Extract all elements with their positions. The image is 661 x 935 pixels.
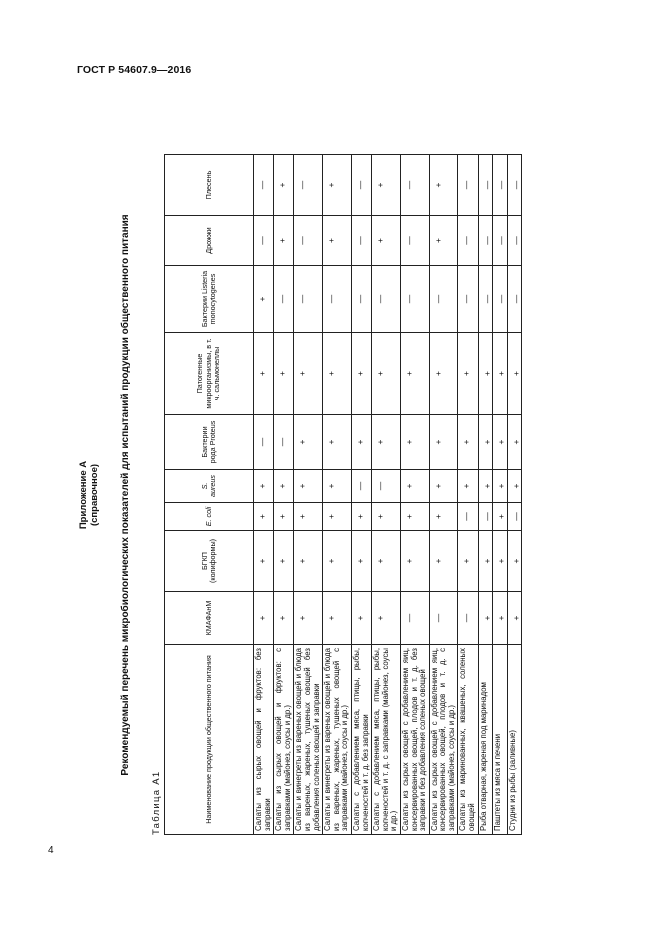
indicator-cell: + [274, 470, 294, 503]
indicator-cell: + [507, 470, 522, 503]
indicator-cell: + [429, 470, 458, 503]
indicator-cell: + [323, 155, 352, 216]
indicator-cell: + [254, 531, 274, 592]
indicator-cell: + [493, 415, 508, 470]
col-yeast: Дрожжи [165, 216, 254, 266]
indicator-cell: — [478, 155, 493, 216]
indicator-cell: — [493, 266, 508, 333]
indicator-cell: + [274, 333, 294, 415]
indicator-cell: + [493, 503, 508, 531]
indicator-cell: — [400, 216, 429, 266]
indicator-cell: + [429, 415, 458, 470]
indicator-cell: + [351, 415, 371, 470]
indicator-cell: — [274, 266, 294, 333]
indicator-cell: + [254, 503, 274, 531]
indicator-cell: — [507, 155, 522, 216]
indicator-cell: + [458, 415, 478, 470]
indicator-cell: + [429, 503, 458, 531]
indicator-cell: + [274, 531, 294, 592]
col-s-aureus-label: S. aureus [199, 475, 217, 497]
indicator-cell: + [458, 333, 478, 415]
indicator-cell: + [351, 503, 371, 531]
indicator-cell: — [458, 592, 478, 645]
indicator-cell: + [372, 592, 401, 645]
indicator-cell: — [458, 155, 478, 216]
indicator-cell: + [507, 592, 522, 645]
indicator-cell: + [254, 470, 274, 503]
indicator-cell: + [294, 592, 323, 645]
indicator-cell: + [274, 592, 294, 645]
rotated-content [78, 155, 519, 835]
table-row [507, 155, 522, 835]
indicator-cell: — [429, 266, 458, 333]
indicator-cell: — [351, 266, 371, 333]
indicator-cell: + [294, 503, 323, 531]
indicator-cell: + [507, 415, 522, 470]
product-name-cell: Салаты и винегреты из вареных овощей и блюда из вареных, жареных, тушеных овощей без добавления соленых овощей и заправки [294, 645, 323, 835]
col-bgkp: БГКП (колиформы) [165, 531, 254, 592]
table-row [400, 155, 429, 835]
col-e-coli-label: E. coli [203, 506, 213, 527]
col-product-name: Наименование продукции общественного питания [165, 645, 254, 835]
indicator-cell: — [274, 415, 294, 470]
product-name-cell: Салаты из маринованных, квашеных, соленых овощей [458, 645, 478, 835]
indicator-cell: + [254, 333, 274, 415]
indicator-cell: — [323, 266, 352, 333]
indicator-cell: + [429, 333, 458, 415]
indicator-cell: + [507, 531, 522, 592]
indicator-cell: + [294, 531, 323, 592]
indicator-cell: + [323, 216, 352, 266]
table-row [372, 155, 401, 835]
indicator-cell: + [493, 333, 508, 415]
table-label: Таблица А1 [151, 770, 162, 835]
indicator-cell: — [478, 503, 493, 531]
indicator-cell: — [400, 266, 429, 333]
header-row [165, 155, 254, 835]
page-number: 4 [48, 845, 54, 856]
col-mold: Плесень [165, 155, 254, 216]
indicator-cell: + [429, 216, 458, 266]
standard-code: ГОСТ Р 54607.9—2016 [77, 64, 192, 76]
indicator-cell: + [274, 155, 294, 216]
indicator-cell: + [323, 503, 352, 531]
indicator-cell: + [254, 592, 274, 645]
indicator-cell: — [458, 503, 478, 531]
indicator-cell: + [478, 531, 493, 592]
table-row [274, 155, 294, 835]
col-proteus: Бактерии рода Proteus [165, 415, 254, 470]
indicator-cell: + [372, 531, 401, 592]
col-kmafanm: КМАФАнМ [165, 592, 254, 645]
indicator-cell: — [351, 470, 371, 503]
indicator-cell: + [400, 503, 429, 531]
indicator-cell: + [400, 333, 429, 415]
indicator-cell: — [493, 216, 508, 266]
indicator-cell: + [351, 333, 371, 415]
indicator-cell: — [400, 592, 429, 645]
microbiology-table [164, 154, 522, 835]
indicator-cell: + [351, 531, 371, 592]
indicator-cell: + [372, 155, 401, 216]
indicator-cell: + [400, 470, 429, 503]
col-e-coli [165, 503, 254, 531]
indicator-cell: + [323, 333, 352, 415]
product-name-cell: Рыба отварная, жареная под маринадом [478, 645, 493, 835]
indicator-cell: — [507, 503, 522, 531]
indicator-cell: + [507, 333, 522, 415]
indicator-cell: + [294, 470, 323, 503]
indicator-cell: + [429, 531, 458, 592]
indicator-cell: — [458, 216, 478, 266]
indicator-cell: + [400, 531, 429, 592]
table-row [429, 155, 458, 835]
appendix-subtitle: (справочное) [89, 463, 100, 527]
indicator-cell: + [254, 266, 274, 333]
indicator-cell: — [478, 216, 493, 266]
product-name-cell: Салаты из сырых овощей с добавлением яиц, консервированных овощей, плодов и т. д. с заправками (майонез, соусы и др.) [429, 645, 458, 835]
indicator-cell: + [274, 216, 294, 266]
indicator-cell: + [493, 470, 508, 503]
indicator-cell: — [254, 216, 274, 266]
indicator-cell: — [351, 216, 371, 266]
indicator-cell: — [458, 266, 478, 333]
indicator-cell: + [372, 503, 401, 531]
indicator-cell: — [507, 216, 522, 266]
indicator-cell: + [294, 415, 323, 470]
indicator-cell: + [323, 415, 352, 470]
indicator-cell: — [294, 216, 323, 266]
indicator-cell: — [478, 266, 493, 333]
product-name-cell: Салаты и винегреты из вареных овощей и блюда из вареных, жареных, тушеных овощей с заправками (майонез, соусы и др.) [323, 645, 352, 835]
col-pathogens: Патогенные микроорганизмы, в т. ч. сальмонеллы [165, 333, 254, 415]
indicator-cell: + [493, 592, 508, 645]
product-name-cell: Паштеты из мяса и печени [493, 645, 508, 835]
indicator-cell: + [478, 592, 493, 645]
indicator-cell: — [493, 155, 508, 216]
table-title: Рекомендуемый перечень микробиологических показателей для испытаний продукции общественного питания [120, 214, 131, 776]
table-row [493, 155, 508, 835]
indicator-cell: + [372, 216, 401, 266]
indicator-cell: — [254, 155, 274, 216]
indicator-cell: + [478, 470, 493, 503]
indicator-cell: + [351, 592, 371, 645]
product-name-cell: Салаты с добавлением мяса, птицы, рыбы, копченостей и т. д. без заправки [351, 645, 371, 835]
indicator-cell: + [323, 531, 352, 592]
indicator-cell: + [400, 415, 429, 470]
indicator-cell: + [323, 470, 352, 503]
indicator-cell: + [493, 531, 508, 592]
table-row [351, 155, 371, 835]
product-name-cell: Салаты из сырых овощей с добавлением яиц, консервированных овощей, плодов и т. д. без заправки и без добавления соленых овощей [400, 645, 429, 835]
product-name-cell: Салаты с добавлением мяса, птицы, рыбы, копченостей и т. д. с заправками (майонез, соусы и др.) [372, 645, 401, 835]
col-listeria: Бактерии Listeria monocytogenes [165, 266, 254, 333]
indicator-cell: — [294, 155, 323, 216]
product-name-cell: Салаты из сырых овощей и фруктов: без заправки [254, 645, 274, 835]
indicator-cell: — [372, 266, 401, 333]
col-s-aureus [165, 470, 254, 503]
indicator-cell: + [478, 333, 493, 415]
table-row [294, 155, 323, 835]
indicator-cell: — [294, 266, 323, 333]
indicator-cell: — [351, 155, 371, 216]
indicator-cell: + [458, 470, 478, 503]
indicator-cell: — [400, 155, 429, 216]
appendix-heading [78, 155, 100, 835]
indicator-cell: — [372, 470, 401, 503]
indicator-cell: + [478, 415, 493, 470]
table-body [254, 155, 522, 835]
product-name-cell: Студни из рыбы (заливные) [507, 645, 522, 835]
indicator-cell: + [372, 333, 401, 415]
indicator-cell: + [274, 503, 294, 531]
indicator-cell: — [507, 266, 522, 333]
appendix-title: Приложение А [78, 460, 89, 530]
indicator-cell: — [429, 592, 458, 645]
indicator-cell: + [458, 531, 478, 592]
product-name-cell: Салаты из сырых овощей и фруктов: с заправками (майонез, соусы и др.) [274, 645, 294, 835]
indicator-cell: + [429, 155, 458, 216]
indicator-cell: + [294, 333, 323, 415]
indicator-cell: + [323, 592, 352, 645]
indicator-cell: — [254, 415, 274, 470]
table-row [478, 155, 493, 835]
indicator-cell: + [372, 415, 401, 470]
table-row [458, 155, 478, 835]
table-row [254, 155, 274, 835]
table-row [323, 155, 352, 835]
